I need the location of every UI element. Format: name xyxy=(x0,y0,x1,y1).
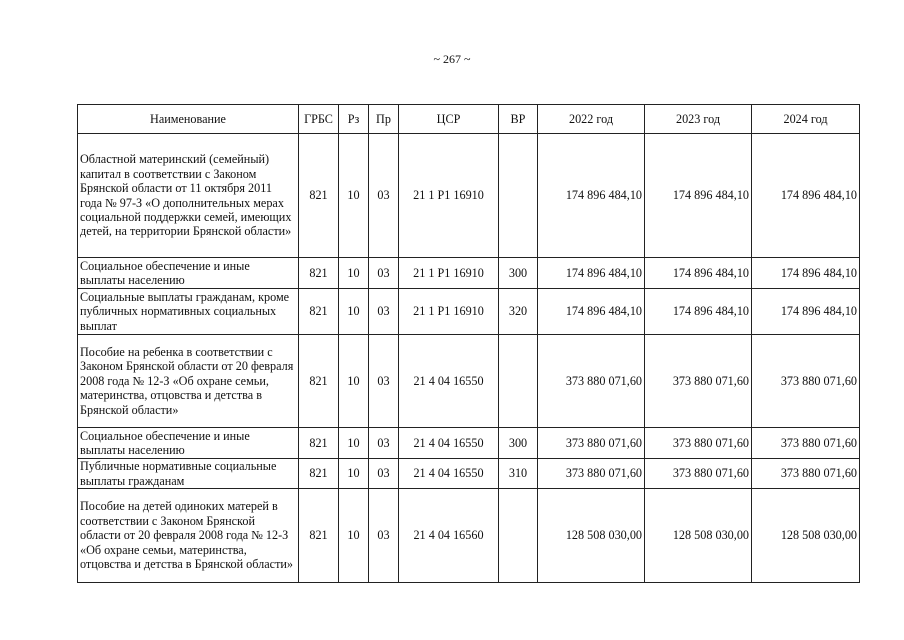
row-csr: 21 1 Р1 16910 xyxy=(399,258,499,289)
row-value-2023: 128 508 030,00 xyxy=(645,489,752,583)
row-csr: 21 1 Р1 16910 xyxy=(399,134,499,258)
row-name: Пособие на детей одиноких матерей в соответствии с Законом Брянской области от 20 февраля 2008 года № 12-З «Об охране семьи, материнства, отцовства и детства в Брянской области» xyxy=(78,489,299,583)
row-rz: 10 xyxy=(339,459,369,489)
row-value-2023: 373 880 071,60 xyxy=(645,428,752,459)
row-value-2024: 128 508 030,00 xyxy=(752,489,860,583)
row-rz: 10 xyxy=(339,335,369,428)
table-row xyxy=(78,335,860,428)
table-body xyxy=(78,134,860,583)
header-row xyxy=(78,105,860,134)
row-value-2022: 174 896 484,10 xyxy=(538,134,645,258)
row-vr xyxy=(499,489,538,583)
row-grbs: 821 xyxy=(299,428,339,459)
row-vr: 300 xyxy=(499,428,538,459)
row-csr: 21 1 Р1 16910 xyxy=(399,289,499,335)
row-value-2024: 373 880 071,60 xyxy=(752,428,860,459)
table-row xyxy=(78,134,860,258)
row-vr: 310 xyxy=(499,459,538,489)
row-vr xyxy=(499,134,538,258)
row-value-2023: 174 896 484,10 xyxy=(645,289,752,335)
row-vr xyxy=(499,335,538,428)
row-pr: 03 xyxy=(369,459,399,489)
row-rz: 10 xyxy=(339,134,369,258)
row-pr: 03 xyxy=(369,134,399,258)
col-header-csr: ЦСР xyxy=(399,105,499,134)
col-header-grbs: ГРБС xyxy=(299,105,339,134)
budget-table xyxy=(77,104,860,583)
row-name: Социальные выплаты гражданам, кроме публичных нормативных социальных выплат xyxy=(78,289,299,335)
row-grbs: 821 xyxy=(299,134,339,258)
row-name: Публичные нормативные социальные выплаты гражданам xyxy=(78,459,299,489)
row-value-2023: 174 896 484,10 xyxy=(645,134,752,258)
row-value-2022: 373 880 071,60 xyxy=(538,428,645,459)
row-name: Социальное обеспечение и иные выплаты населению xyxy=(78,258,299,289)
row-vr: 300 xyxy=(499,258,538,289)
row-value-2023: 174 896 484,10 xyxy=(645,258,752,289)
row-grbs: 821 xyxy=(299,289,339,335)
row-value-2022: 373 880 071,60 xyxy=(538,459,645,489)
row-pr: 03 xyxy=(369,428,399,459)
row-name: Социальное обеспечение и иные выплаты населению xyxy=(78,428,299,459)
row-value-2022: 174 896 484,10 xyxy=(538,289,645,335)
row-name: Пособие на ребенка в соответствии с Законом Брянской области от 20 февраля 2008 года № 12-З «Об охране семьи, материнства, отцовства и детства в Брянской области» xyxy=(78,335,299,428)
row-value-2024: 174 896 484,10 xyxy=(752,134,860,258)
col-header-2024: 2024 год xyxy=(752,105,860,134)
row-value-2023: 373 880 071,60 xyxy=(645,335,752,428)
row-pr: 03 xyxy=(369,258,399,289)
table-row xyxy=(78,459,860,489)
col-header-2022: 2022 год xyxy=(538,105,645,134)
row-csr: 21 4 04 16560 xyxy=(399,489,499,583)
row-grbs: 821 xyxy=(299,489,339,583)
row-pr: 03 xyxy=(369,289,399,335)
table-row xyxy=(78,489,860,583)
row-pr: 03 xyxy=(369,489,399,583)
table-row xyxy=(78,428,860,459)
row-csr: 21 4 04 16550 xyxy=(399,428,499,459)
row-rz: 10 xyxy=(339,489,369,583)
col-header-pr: Пр xyxy=(369,105,399,134)
row-value-2023: 373 880 071,60 xyxy=(645,459,752,489)
row-rz: 10 xyxy=(339,428,369,459)
col-header-2023: 2023 год xyxy=(645,105,752,134)
row-value-2024: 373 880 071,60 xyxy=(752,459,860,489)
row-value-2022: 174 896 484,10 xyxy=(538,258,645,289)
row-value-2022: 373 880 071,60 xyxy=(538,335,645,428)
table-header xyxy=(78,105,860,134)
row-grbs: 821 xyxy=(299,459,339,489)
row-pr: 03 xyxy=(369,335,399,428)
row-value-2024: 373 880 071,60 xyxy=(752,335,860,428)
col-header-name: Наименование xyxy=(78,105,299,134)
row-csr: 21 4 04 16550 xyxy=(399,459,499,489)
row-value-2022: 128 508 030,00 xyxy=(538,489,645,583)
row-value-2024: 174 896 484,10 xyxy=(752,289,860,335)
row-csr: 21 4 04 16550 xyxy=(399,335,499,428)
row-vr: 320 xyxy=(499,289,538,335)
col-header-vr: ВР xyxy=(499,105,538,134)
col-header-rz: Рз xyxy=(339,105,369,134)
row-rz: 10 xyxy=(339,258,369,289)
row-name: Областной материнский (семейный) капитал в соответствии с Законом Брянской области от 11 октября 2011 года № 97-З «О дополнительных мерах социальной поддержки семей, имеющих детей, на территории Брянской области» xyxy=(78,134,299,258)
row-value-2024: 174 896 484,10 xyxy=(752,258,860,289)
table-row xyxy=(78,258,860,289)
row-rz: 10 xyxy=(339,289,369,335)
page-number: ~ 267 ~ xyxy=(433,52,471,66)
table-row xyxy=(78,289,860,335)
row-grbs: 821 xyxy=(299,258,339,289)
row-grbs: 821 xyxy=(299,335,339,428)
